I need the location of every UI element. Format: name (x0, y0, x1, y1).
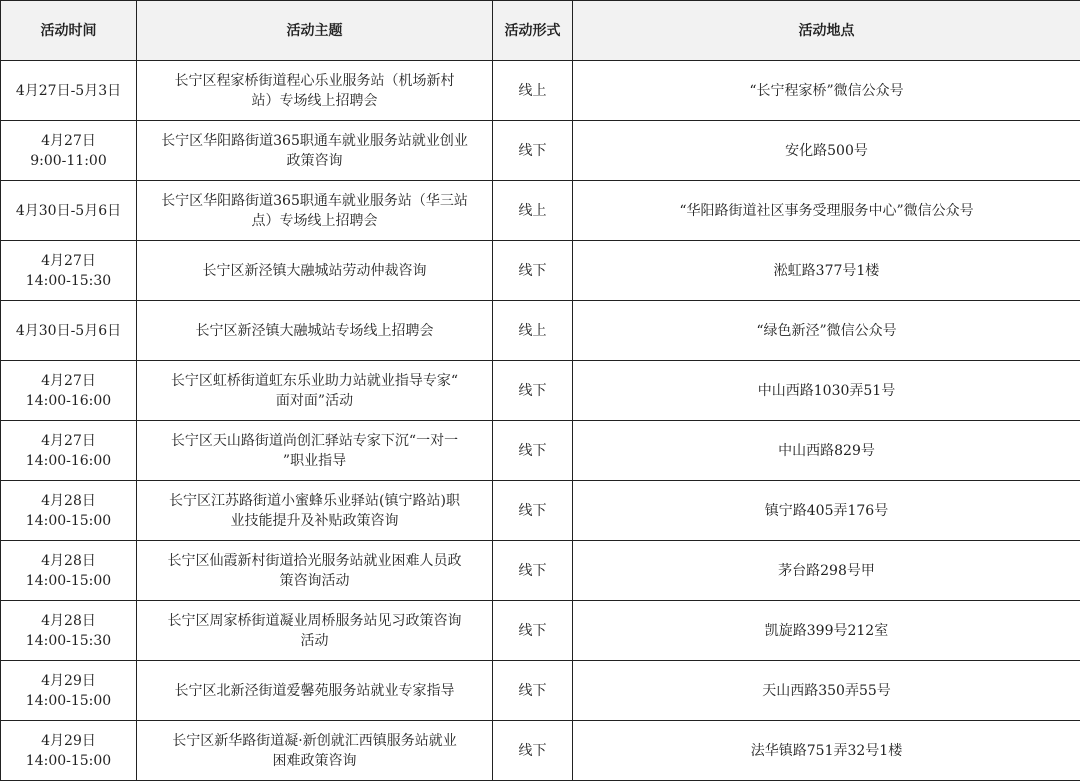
topic-line: 长宁区天山路街道尚创汇驿站专家下沉“一对一 (145, 431, 484, 451)
table-row (1, 481, 1080, 541)
time-line: 14:00-15:00 (7, 571, 130, 591)
cell-topic (137, 121, 493, 181)
cell-place: 镇宁路405弄176号 (573, 481, 1080, 541)
cell-form: 线下 (493, 541, 573, 601)
cell-form: 线下 (493, 721, 573, 781)
time-line: 4月29日 (7, 731, 130, 751)
cell-place: “长宁程家桥”微信公众号 (573, 61, 1080, 121)
cell-time (1, 241, 137, 301)
cell-place: 法华镇路751弄32号1楼 (573, 721, 1080, 781)
cell-place: 茅台路298号甲 (573, 541, 1080, 601)
topic-line: 长宁区北新泾街道爱馨苑服务站就业专家指导 (145, 681, 484, 701)
cell-place: 淞虹路377号1楼 (573, 241, 1080, 301)
topic-line: 长宁区仙霞新村街道拾光服务站就业困难人员政 (145, 551, 484, 571)
topic-line: 策咨询活动 (145, 571, 484, 591)
topic-line: ”职业指导 (145, 451, 484, 471)
time-line: 4月27日 (7, 251, 130, 271)
time-line: 4月30日-5月6日 (7, 201, 130, 221)
cell-time (1, 301, 137, 361)
time-line: 14:00-15:00 (7, 691, 130, 711)
cell-time (1, 421, 137, 481)
topic-line: 面对面”活动 (145, 391, 484, 411)
cell-time (1, 541, 137, 601)
cell-form: 线下 (493, 241, 573, 301)
topic-line: 长宁区华阳路街道365职通车就业服务站（华三站 (145, 191, 484, 211)
cell-form: 线下 (493, 421, 573, 481)
cell-time (1, 361, 137, 421)
cell-place: “绿色新泾”微信公众号 (573, 301, 1080, 361)
topic-line: 政策咨询 (145, 151, 484, 171)
cell-topic (137, 181, 493, 241)
topic-line: 长宁区周家桥街道凝业周桥服务站见习政策咨询 (145, 611, 484, 631)
cell-form: 线下 (493, 481, 573, 541)
time-line: 14:00-15:30 (7, 271, 130, 291)
time-line: 4月28日 (7, 611, 130, 631)
time-line: 4月29日 (7, 671, 130, 691)
table-row (1, 121, 1080, 181)
header-time: 活动时间 (1, 1, 137, 61)
topic-line: 活动 (145, 631, 484, 651)
topic-line: 困难政策咨询 (145, 751, 484, 771)
cell-place: 天山西路350弄55号 (573, 661, 1080, 721)
time-line: 9:00-11:00 (7, 151, 130, 171)
cell-topic (137, 241, 493, 301)
cell-topic (137, 301, 493, 361)
time-line: 14:00-16:00 (7, 451, 130, 471)
topic-line: 长宁区新华路街道凝·新创就汇西镇服务站就业 (145, 731, 484, 751)
topic-line: 长宁区新泾镇大融城站专场线上招聘会 (145, 321, 484, 341)
cell-topic (137, 541, 493, 601)
time-line: 4月30日-5月6日 (7, 321, 130, 341)
cell-time (1, 661, 137, 721)
cell-time (1, 121, 137, 181)
time-line: 4月27日 (7, 131, 130, 151)
cell-topic (137, 721, 493, 781)
cell-topic (137, 481, 493, 541)
table-row (1, 721, 1080, 781)
table-row (1, 601, 1080, 661)
time-line: 4月28日 (7, 551, 130, 571)
header-place: 活动地点 (573, 1, 1080, 61)
cell-topic (137, 61, 493, 121)
time-line: 4月27日-5月3日 (7, 81, 130, 101)
cell-topic (137, 421, 493, 481)
table-row (1, 541, 1080, 601)
cell-place: 中山西路1030弄51号 (573, 361, 1080, 421)
topic-line: 长宁区华阳路街道365职通车就业服务站就业创业 (145, 131, 484, 151)
cell-place: “华阳路街道社区事务受理服务中心”微信公众号 (573, 181, 1080, 241)
cell-place: 安化路500号 (573, 121, 1080, 181)
header-form: 活动形式 (493, 1, 573, 61)
table-row (1, 421, 1080, 481)
header-topic: 活动主题 (137, 1, 493, 61)
table-row (1, 181, 1080, 241)
cell-time (1, 481, 137, 541)
time-line: 4月28日 (7, 491, 130, 511)
cell-topic (137, 361, 493, 421)
topic-line: 长宁区虹桥街道虹东乐业助力站就业指导专家“ (145, 371, 484, 391)
time-line: 14:00-16:00 (7, 391, 130, 411)
cell-time (1, 61, 137, 121)
time-line: 14:00-15:00 (7, 751, 130, 771)
time-line: 4月27日 (7, 431, 130, 451)
topic-line: 长宁区新泾镇大融城站劳动仲裁咨询 (145, 261, 484, 281)
cell-topic (137, 601, 493, 661)
table-header-row (1, 1, 1080, 61)
cell-form: 线下 (493, 121, 573, 181)
time-line: 14:00-15:30 (7, 631, 130, 651)
table-row (1, 61, 1080, 121)
cell-form: 线上 (493, 61, 573, 121)
time-line: 4月27日 (7, 371, 130, 391)
topic-line: 业技能提升及补贴政策咨询 (145, 511, 484, 531)
topic-line: 长宁区江苏路街道小蜜蜂乐业驿站(镇宁路站)职 (145, 491, 484, 511)
time-line: 14:00-15:00 (7, 511, 130, 531)
table-row (1, 661, 1080, 721)
cell-place: 中山西路829号 (573, 421, 1080, 481)
cell-time (1, 181, 137, 241)
cell-time (1, 601, 137, 661)
cell-form: 线下 (493, 661, 573, 721)
topic-line: 长宁区程家桥街道程心乐业服务站（机场新村 (145, 71, 484, 91)
cell-form: 线上 (493, 301, 573, 361)
cell-place: 凯旋路399号212室 (573, 601, 1080, 661)
cell-form: 线下 (493, 361, 573, 421)
table-body (1, 61, 1080, 781)
table-row (1, 241, 1080, 301)
topic-line: 站）专场线上招聘会 (145, 91, 484, 111)
cell-topic (137, 661, 493, 721)
cell-time (1, 721, 137, 781)
table-row (1, 301, 1080, 361)
cell-form: 线上 (493, 181, 573, 241)
topic-line: 点）专场线上招聘会 (145, 211, 484, 231)
cell-form: 线下 (493, 601, 573, 661)
table-row (1, 361, 1080, 421)
